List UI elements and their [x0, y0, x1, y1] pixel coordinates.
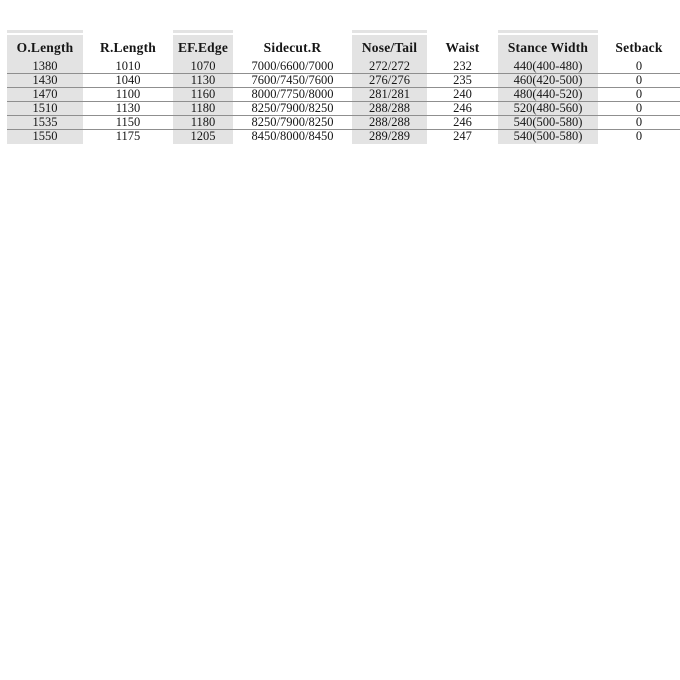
table-cell: 246: [427, 102, 498, 116]
table-cell: 7600/7450/7600: [233, 74, 352, 88]
table-cell: 540(500-580): [498, 116, 598, 130]
table-cell: 0: [635, 129, 643, 144]
table-cell: 520(480-560): [498, 102, 598, 116]
table-row: [7, 88, 680, 102]
table-cell: 1430: [7, 74, 83, 88]
table-cell: 1040: [83, 74, 173, 88]
table-cell: 1180: [173, 102, 233, 116]
table-cell: 272/272: [352, 60, 427, 74]
table-cell: 232: [427, 60, 498, 74]
table-cell: 1550: [7, 130, 83, 144]
column-header-waist: Waist: [445, 39, 480, 55]
table-cell: 281/281: [352, 88, 427, 102]
table-cell: 460(420-500): [498, 74, 598, 88]
table-cell: 1380: [7, 60, 83, 74]
column-header-ef-edge: EF.Edge: [173, 35, 233, 60]
table-cell: 540(500-580): [498, 130, 598, 144]
column-header-nose-tail: Nose/Tail: [352, 35, 427, 60]
table-cell: 1100: [83, 88, 173, 102]
table-cell: 1150: [83, 116, 173, 130]
table-cell: 1510: [7, 102, 83, 116]
table-cell: 289/289: [352, 130, 427, 144]
table-cell: 8000/7750/8000: [233, 88, 352, 102]
table-cell: 1535: [7, 116, 83, 130]
header-row: [7, 35, 680, 60]
table-cell: 8250/7900/8250: [233, 102, 352, 116]
table-cell: 240: [427, 88, 498, 102]
table-cell: 0: [598, 102, 680, 116]
table-row: [7, 116, 680, 130]
table-cell: 1070: [173, 60, 233, 74]
table-row: [7, 102, 680, 116]
column-header-r-length: R.Length: [100, 39, 156, 55]
table-cell: 1470: [7, 88, 83, 102]
table-cell: 7000/6600/7000: [233, 60, 352, 74]
table-cell: 235: [427, 74, 498, 88]
table-cell: 440(400-480): [498, 60, 598, 74]
column-header-o-length: O.Length: [7, 35, 83, 60]
table-cell: 247: [453, 129, 472, 144]
table-row: [7, 130, 680, 144]
table-cell: 1130: [83, 102, 173, 116]
table-cell: 480(440-520): [498, 88, 598, 102]
table-cell: 0: [598, 116, 680, 130]
table-cell: 246: [427, 116, 498, 130]
table-row: [7, 60, 680, 74]
column-header-stance-width: Stance Width: [498, 35, 598, 60]
table-cell: 0: [598, 60, 680, 74]
table-cell: 8250/7900/8250: [233, 116, 352, 130]
table-cell: 1160: [173, 88, 233, 102]
table-row: [7, 74, 680, 88]
table-cell: 0: [598, 88, 680, 102]
column-header-setback: Setback: [615, 39, 663, 55]
table-cell: 8450/8000/8450: [251, 129, 334, 144]
table-cell: 1130: [173, 74, 233, 88]
table-cell: 1180: [173, 116, 233, 130]
table-cell: 288/288: [352, 102, 427, 116]
table-cell: 276/276: [352, 74, 427, 88]
column-header-sidecut-r: Sidecut.R: [263, 39, 322, 55]
table-cell: 1175: [115, 129, 141, 144]
table-cell: 0: [598, 74, 680, 88]
table-cell: 1010: [83, 60, 173, 74]
table-cell: 1205: [173, 130, 233, 144]
table-cell: 288/288: [352, 116, 427, 130]
spec-table: [7, 30, 680, 144]
